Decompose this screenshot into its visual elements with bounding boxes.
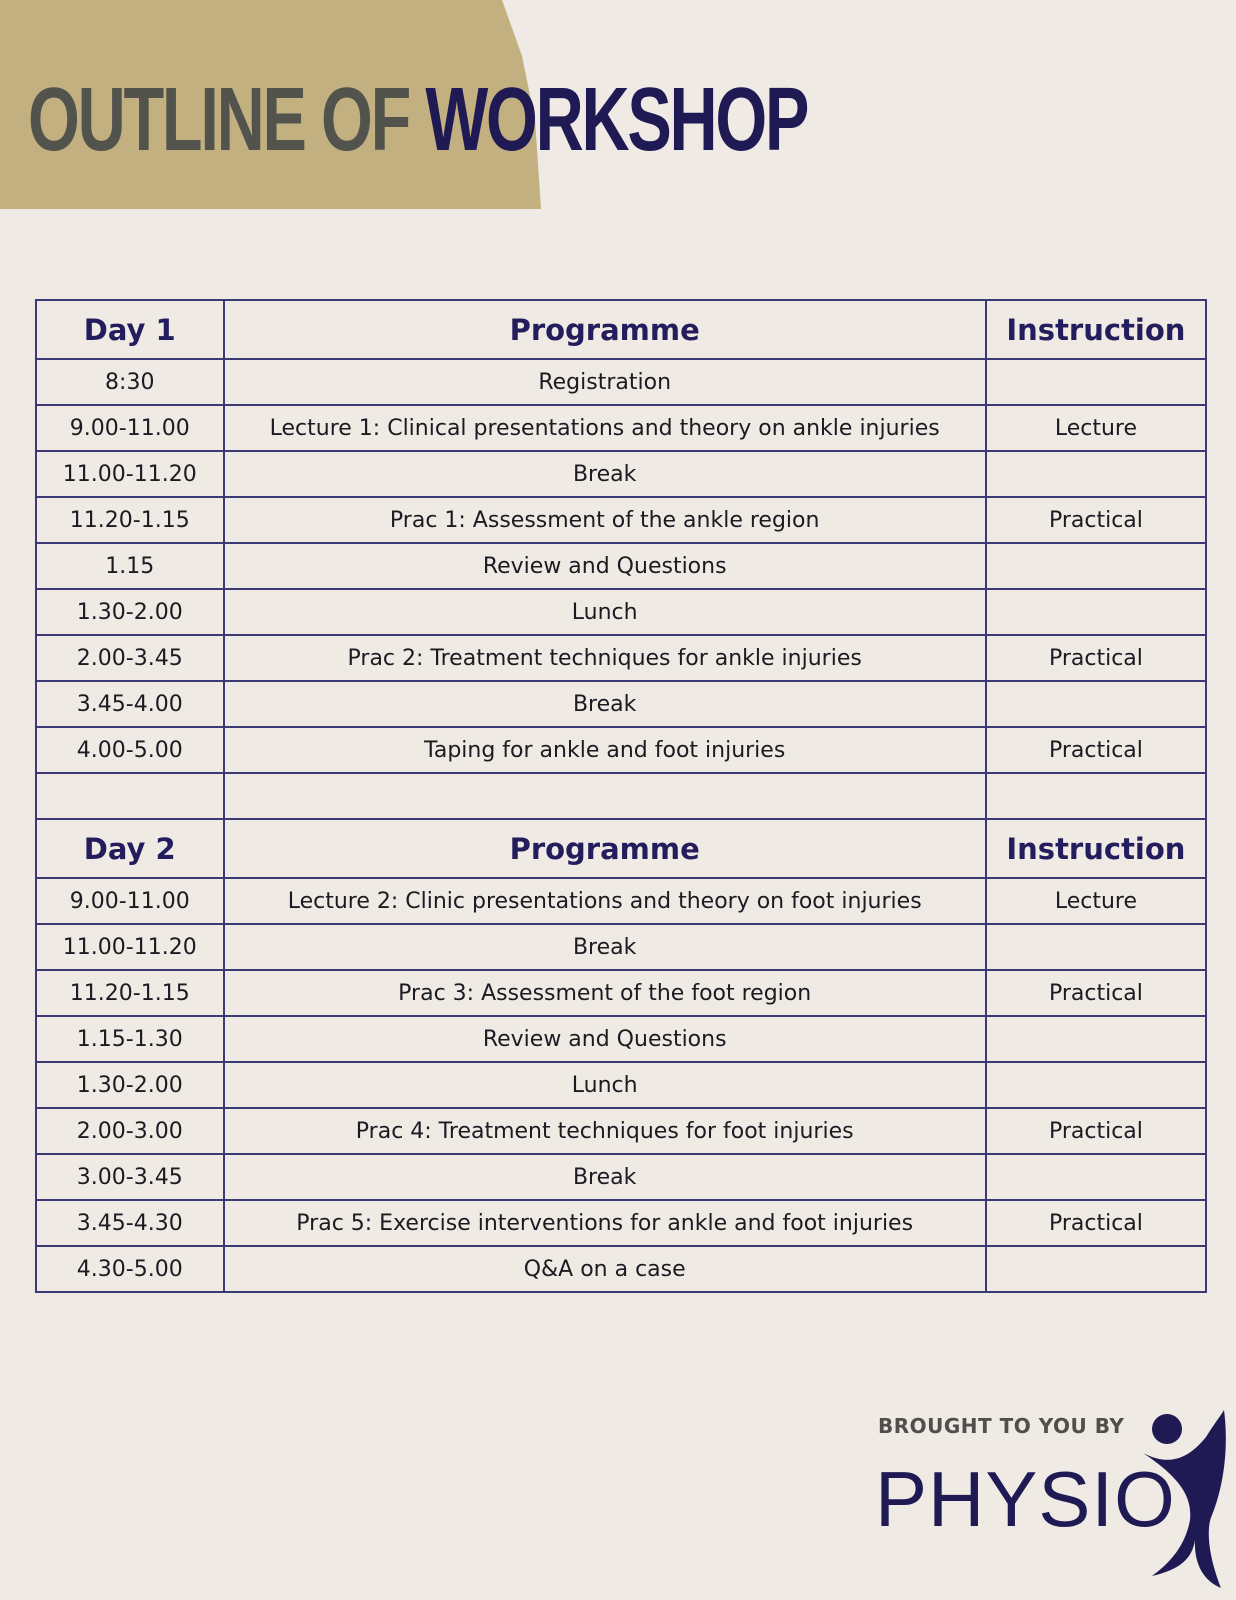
time-cell: 3.45-4.30 — [36, 1200, 224, 1246]
time-cell: 1.15-1.30 — [36, 1016, 224, 1062]
spacer-row — [36, 773, 1206, 819]
day1-header-day: Day 1 — [36, 300, 224, 359]
time-cell: 11.20-1.15 — [36, 497, 224, 543]
instruction-cell: Practical — [986, 497, 1206, 543]
table-row — [36, 359, 1206, 405]
brand-wordmark: PHYSIO — [875, 1455, 1176, 1543]
programme-cell: Lecture 1: Clinical presentations and theory on ankle injuries — [224, 405, 986, 451]
workshop-schedule-table — [35, 299, 1207, 1293]
title-part-outline: OUTLINE OF — [28, 70, 410, 170]
programme-cell: Review and Questions — [224, 543, 986, 589]
table-row — [36, 405, 1206, 451]
time-cell: 4.30-5.00 — [36, 1246, 224, 1292]
programme-cell: Break — [224, 924, 986, 970]
table-row — [36, 635, 1206, 681]
day2-header-row — [36, 819, 1206, 878]
page-title — [28, 70, 807, 170]
table-row — [36, 589, 1206, 635]
table-row — [36, 970, 1206, 1016]
instruction-cell: Practical — [986, 1108, 1206, 1154]
time-cell: 9.00-11.00 — [36, 878, 224, 924]
programme-cell: Prac 4: Treatment techniques for foot injuries — [224, 1108, 986, 1154]
instruction-cell: Lecture — [986, 878, 1206, 924]
table-row — [36, 543, 1206, 589]
programme-cell: Taping for ankle and foot injuries — [224, 727, 986, 773]
time-cell: 2.00-3.00 — [36, 1108, 224, 1154]
day1-header-instruction: Instruction — [986, 300, 1206, 359]
table-row — [36, 1108, 1206, 1154]
table-row — [36, 1246, 1206, 1292]
table-row — [36, 924, 1206, 970]
title-part-workshop: WORKSHOP — [425, 70, 808, 170]
day2-header-programme: Programme — [224, 819, 986, 878]
empty-cell — [224, 773, 986, 819]
instruction-cell: Practical — [986, 1200, 1206, 1246]
programme-cell: Lecture 2: Clinic presentations and theory on foot injuries — [224, 878, 986, 924]
instruction-cell — [986, 359, 1206, 405]
brought-to-you-by-label: BROUGHT TO YOU BY — [878, 1414, 1125, 1438]
table-row — [36, 497, 1206, 543]
programme-cell: Q&A on a case — [224, 1246, 986, 1292]
table-row — [36, 1016, 1206, 1062]
time-cell: 2.00-3.45 — [36, 635, 224, 681]
programme-cell: Prac 3: Assessment of the foot region — [224, 970, 986, 1016]
time-cell: 11.20-1.15 — [36, 970, 224, 1016]
instruction-cell — [986, 1062, 1206, 1108]
instruction-cell — [986, 589, 1206, 635]
instruction-cell — [986, 1246, 1206, 1292]
instruction-cell: Lecture — [986, 405, 1206, 451]
time-cell: 1.15 — [36, 543, 224, 589]
programme-cell: Lunch — [224, 589, 986, 635]
instruction-cell: Practical — [986, 727, 1206, 773]
programme-cell: Break — [224, 1154, 986, 1200]
table-row — [36, 1154, 1206, 1200]
programme-cell: Prac 2: Treatment techniques for ankle injuries — [224, 635, 986, 681]
time-cell: 11.00-11.20 — [36, 924, 224, 970]
programme-cell: Break — [224, 681, 986, 727]
instruction-cell — [986, 924, 1206, 970]
table-row — [36, 1200, 1206, 1246]
table-row — [36, 1062, 1206, 1108]
time-cell: 1.30-2.00 — [36, 589, 224, 635]
time-cell: 1.30-2.00 — [36, 1062, 224, 1108]
programme-cell: Lunch — [224, 1062, 986, 1108]
instruction-cell: Practical — [986, 635, 1206, 681]
table-row — [36, 681, 1206, 727]
empty-cell — [36, 773, 224, 819]
time-cell: 9.00-11.00 — [36, 405, 224, 451]
table-row — [36, 727, 1206, 773]
instruction-cell — [986, 1016, 1206, 1062]
day1-header-programme: Programme — [224, 300, 986, 359]
programme-cell: Prac 5: Exercise interventions for ankle and foot injuries — [224, 1200, 986, 1246]
day2-header-day: Day 2 — [36, 819, 224, 878]
day2-header-instruction: Instruction — [986, 819, 1206, 878]
instruction-cell — [986, 543, 1206, 589]
empty-cell — [986, 773, 1206, 819]
time-cell: 8:30 — [36, 359, 224, 405]
table-row — [36, 878, 1206, 924]
instruction-cell: Practical — [986, 970, 1206, 1016]
logo-head — [1152, 1414, 1182, 1444]
day1-header-row — [36, 300, 1206, 359]
instruction-cell — [986, 681, 1206, 727]
time-cell: 3.45-4.00 — [36, 681, 224, 727]
running-figure-icon — [1140, 1410, 1230, 1590]
instruction-cell — [986, 451, 1206, 497]
programme-cell: Registration — [224, 359, 986, 405]
time-cell: 3.00-3.45 — [36, 1154, 224, 1200]
programme-cell: Review and Questions — [224, 1016, 986, 1062]
table-row — [36, 451, 1206, 497]
time-cell: 4.00-5.00 — [36, 727, 224, 773]
time-cell: 11.00-11.20 — [36, 451, 224, 497]
instruction-cell — [986, 1154, 1206, 1200]
programme-cell: Prac 1: Assessment of the ankle region — [224, 497, 986, 543]
programme-cell: Break — [224, 451, 986, 497]
